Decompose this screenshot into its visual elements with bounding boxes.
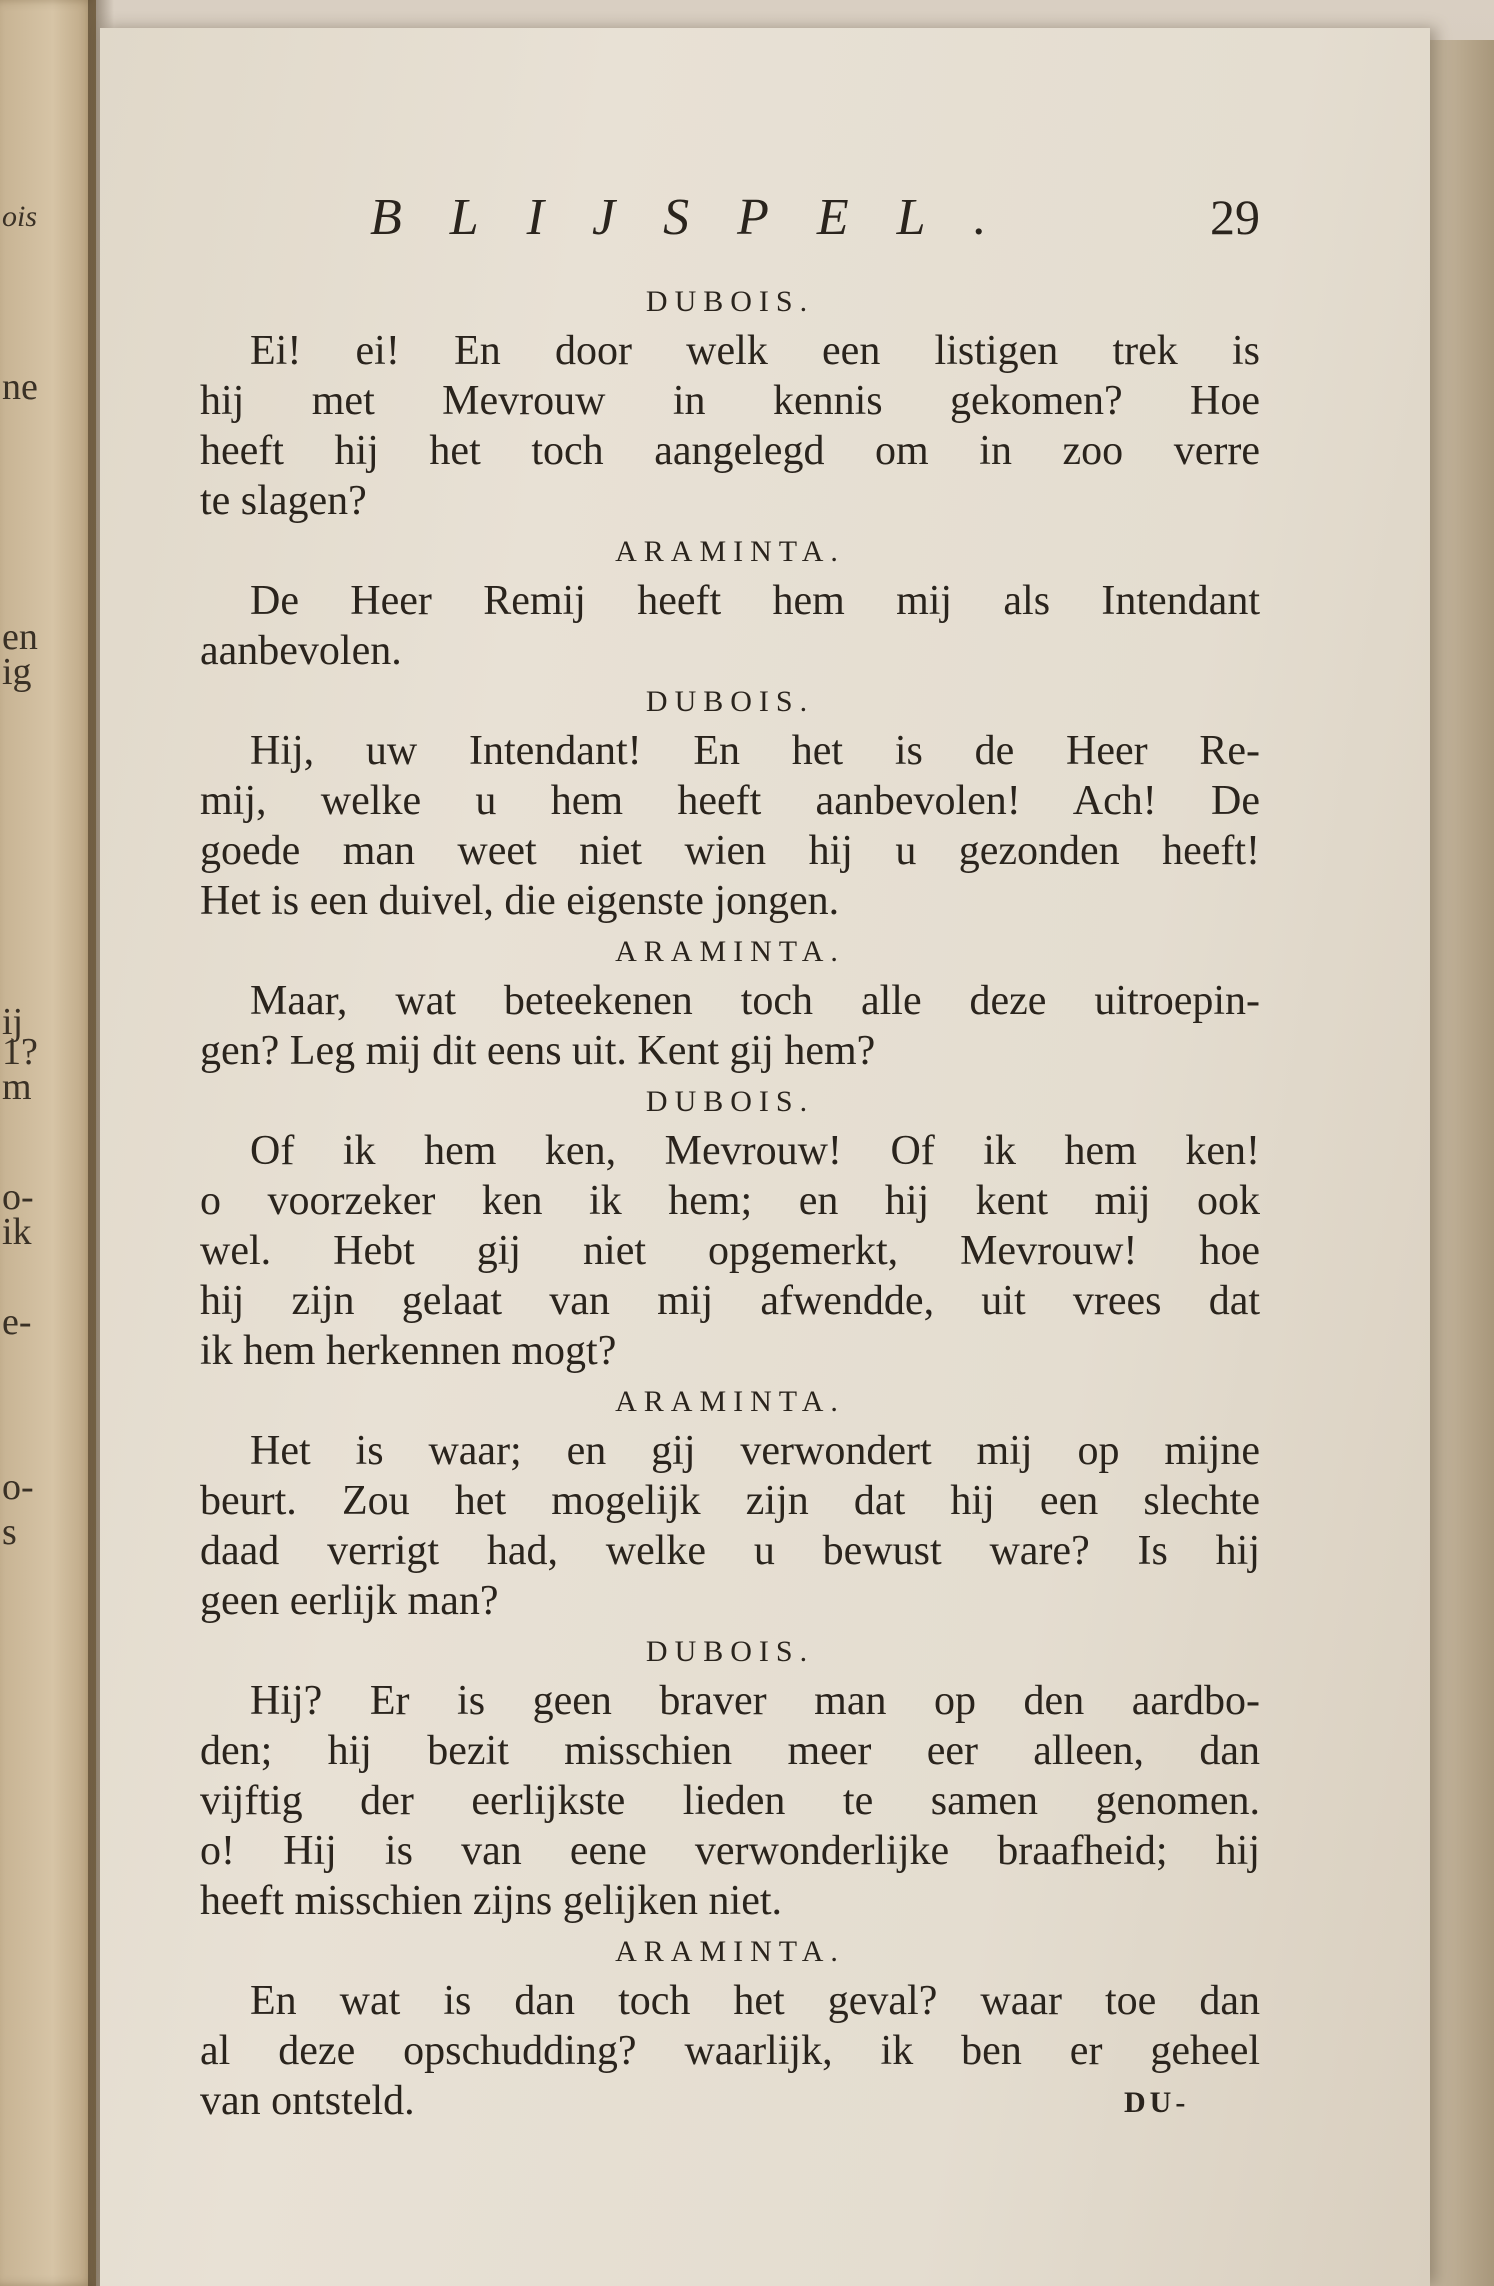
speech-paragraph (200, 1126, 1260, 1376)
text-line: beurt. Zou het mogelijk zijn dat hij een slechte (200, 1478, 1260, 1524)
left-page-fragment: o- (2, 1176, 34, 1218)
speech-paragraph (200, 1976, 1260, 2126)
speech-paragraph (200, 976, 1260, 1076)
text-line: Het is een duivel, die eigenste jongen. (200, 878, 840, 924)
speaker-name: ARAMINTA. (615, 1385, 845, 1418)
text-line: ik hem herkennen mogt? (200, 1328, 617, 1374)
text-line: vijftig der eerlijkste lieden te samen genomen. (200, 1778, 1260, 1824)
text-line: gen? Leg mij dit eens uit. Kent gij hem? (200, 1028, 876, 1074)
speaker-name: DUBOIS. (645, 1635, 815, 1668)
text-line: o voorzeker ken ik hem; en hij kent mij ook (200, 1178, 1260, 1224)
speaker-name: ARAMINTA. (615, 535, 845, 568)
speech-paragraph (200, 726, 1260, 926)
speech-paragraph (200, 1426, 1260, 1626)
page-text (200, 180, 1260, 2126)
text-line: Hij, uw Intendant! En het is de Heer Re- (250, 728, 1260, 774)
left-page-fragment: s (2, 1511, 17, 1553)
left-page-fragment: o- (2, 1466, 34, 1508)
speaker-name: DUBOIS. (645, 685, 815, 718)
speaker-name: DUBOIS. (645, 285, 815, 318)
text-line: geen eerlijk man? (200, 1578, 499, 1624)
text-line: den; hij bezit misschien meer eer alleen, dan (200, 1728, 1260, 1774)
text-line: Hij? Er is geen braver man op den aardbo- (250, 1678, 1260, 1724)
speaker-name: ARAMINTA. (615, 935, 845, 968)
text-line: goede man weet niet wien hij u gezonden heeft! (200, 828, 1260, 874)
text-line: Het is waar; en gij verwondert mij op mijne (250, 1428, 1260, 1474)
text-line: wel. Hebt gij niet opgemerkt, Mevrouw! hoe (200, 1228, 1260, 1274)
text-line: Ei! ei! En door welk een listigen trek is (250, 328, 1260, 374)
left-page-fragment: e- (2, 1301, 32, 1343)
left-page-fragment: ig (2, 651, 32, 693)
left-page-fragment: en (2, 616, 38, 658)
text-line: De Heer Remij heeft hem mij als Intendant (250, 578, 1260, 624)
left-page-fragment: ij (2, 1001, 24, 1043)
text-line: al deze opschudding? waarlijk, ik ben er geheel (200, 2028, 1260, 2074)
page-header (200, 180, 1260, 260)
speaker-name: DUBOIS. (645, 1085, 815, 1118)
text-line: te slagen? (200, 478, 367, 524)
page-number: 29 (1210, 189, 1260, 245)
text-line: En wat is dan toch het geval? waar toe dan (250, 1978, 1260, 2024)
speech-paragraph (200, 576, 1260, 676)
text-line: hij zijn gelaat van mij afwendde, uit vrees dat (200, 1278, 1260, 1324)
left-page-fragment: ois (2, 200, 38, 233)
text-line: Maar, wat beteekenen toch alle deze uitroepin- (250, 978, 1260, 1024)
catchword: DU- (1124, 2086, 1190, 2119)
speaker-name: ARAMINTA. (615, 1935, 845, 1968)
text-line: aanbevolen. (200, 628, 402, 674)
left-page-fragment: m (2, 1066, 32, 1108)
text-line: van ontsteld. (200, 2078, 415, 2124)
speech-paragraph (200, 326, 1260, 526)
text-line: heeft hij het toch aangelegd om in zoo verre (200, 428, 1260, 474)
text-line: heeft misschien zijns gelijken niet. (200, 1878, 783, 1924)
text-line: Of ik hem ken, Mevrouw! Of ik hem ken! (250, 1128, 1260, 1174)
left-page-fragment: ne (2, 366, 38, 408)
text-line: o! Hij is van eene verwonderlijke braafheid; hij (200, 1828, 1260, 1874)
previous-page-edge (0, 0, 96, 2286)
running-head: BLIJSPEL. (370, 189, 1035, 246)
left-page-fragment: 1? (2, 1031, 38, 1073)
text-line: mij, welke u hem heeft aanbevolen! Ach! De (200, 778, 1260, 824)
text-line: daad verrigt had, welke u bewust ware? Is hij (200, 1528, 1260, 1574)
left-page-fragment: ik (2, 1211, 32, 1253)
text-line: hij met Mevrouw in kennis gekomen? Hoe (200, 378, 1260, 424)
dialogue (200, 280, 1260, 2126)
speech-paragraph (200, 1676, 1260, 1926)
